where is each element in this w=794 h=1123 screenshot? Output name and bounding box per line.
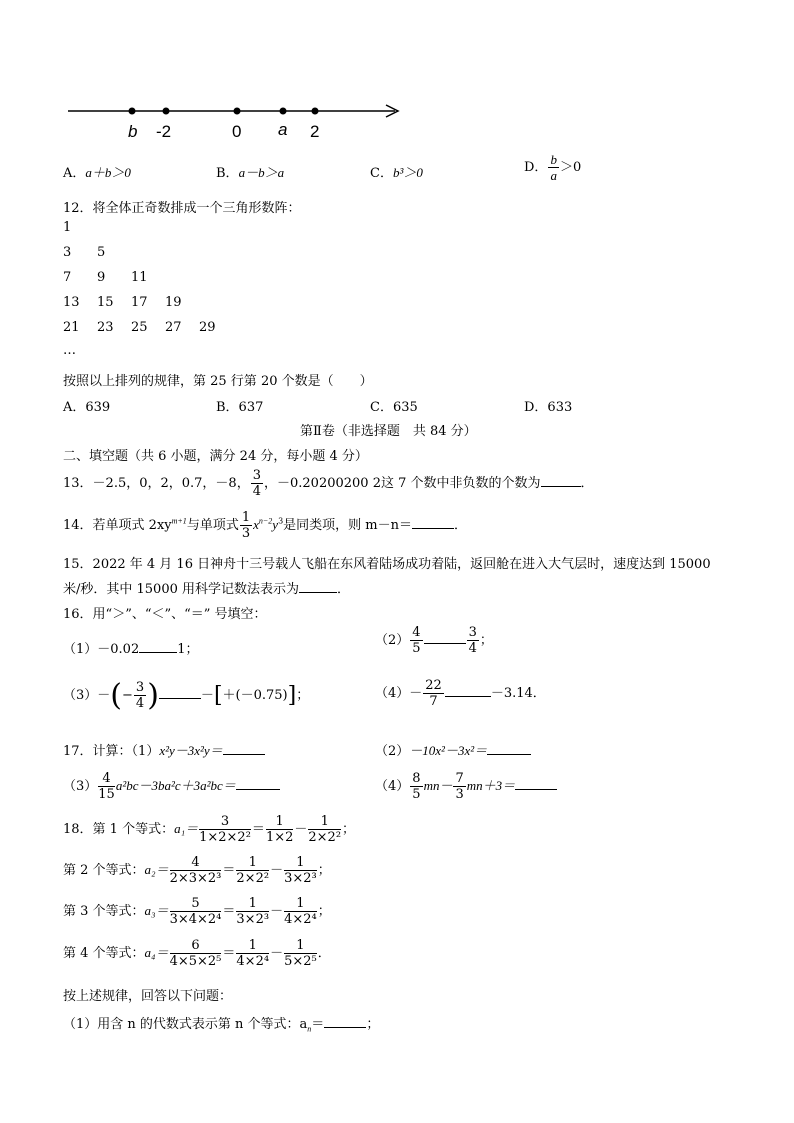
triangle-dots: …: [63, 343, 76, 358]
triangle-row: 1: [63, 220, 72, 235]
answer-blank[interactable]: [223, 742, 265, 755]
q12-question: 按照以上排列的规律，第 25 行第 20 个数是（ ）: [63, 374, 373, 389]
answer-blank[interactable]: [139, 640, 177, 653]
q17-part2: （2）－10x²－3x²＝: [375, 740, 531, 759]
q16-part2: （2） $\frac{4}{5}$ $\frac{3}{4}$ ；: [375, 625, 493, 656]
answer-blank[interactable]: [159, 686, 201, 699]
q11-option-b[interactable]: B．a－b＞a: [216, 165, 285, 181]
answer-blank[interactable]: [424, 631, 466, 644]
q11-option-a[interactable]: A．a＋b＞0: [63, 165, 131, 181]
q12-option-d[interactable]: D．633: [524, 400, 573, 415]
part2-title: 第Ⅱ卷（非选择题 共 84 分）: [300, 424, 477, 439]
answer-blank[interactable]: [541, 474, 581, 487]
answer-blank[interactable]: [324, 1015, 366, 1028]
q18-eq2: 第 2 个等式：a₂＝ $\frac{4}{\text{2×3×2³}}$ ＝ $\frac{1}{\text{2×2²}}$ － $\frac{1}{\text{3×2³}}$ ；: [63, 855, 331, 886]
q15-line1: 15．2022 年 4 月 16 日神舟十三号载人飞船在东风着陆场成功着陆，返回舱在进入大气层时，速度达到 15000: [63, 557, 711, 572]
label-neg2: -2: [156, 122, 172, 141]
q15-line2: 米/秒．其中 15000 用科学记数法表示为 ．: [63, 582, 351, 597]
answer-blank[interactable]: [487, 742, 531, 755]
q12-option-c[interactable]: C．635: [370, 400, 418, 415]
q14: 14．若单项式 $2xy^{m+1}$与单项式 $\frac{1}{3}$ $x^{n-2}y^3$是同类项，则 m－n＝ ．: [63, 510, 468, 541]
q16-stem: 16．用“＞”、“＜”、“＝” 号填空：: [63, 607, 267, 622]
label-b: b: [128, 122, 138, 141]
q18-rule: 按上述规律，回答以下问题：: [63, 989, 233, 1004]
q18-sub1: （1）用含 n 的代数式表示第 n 个等式：$a_n=$ ；: [63, 1017, 380, 1034]
triangle-row: 13 15 17 19: [63, 295, 182, 310]
q18-eq3: 第 3 个等式：a₃＝ $\frac{5}{\text{3×4×2⁴}}$ ＝ $\frac{1}{\text{3×2³}}$ － $\frac{1}{\text{4×2⁴}}$ ；: [63, 896, 331, 927]
q16-part1: （1）－0.02 1；: [63, 642, 199, 657]
q16-part3: （3）－(− $\frac{3}{4}$ ) －[＋(－0.75)]；: [63, 678, 310, 713]
answer-blank[interactable]: [299, 580, 337, 593]
q18-eq4: 第 4 个等式：a₄＝ $\frac{6}{\text{4×5×2⁵}}$ ＝ $\frac{1}{\text{4×2⁴}}$ － $\frac{1}{\text{5×2⁵}}$ ．: [63, 938, 331, 969]
label-a: a: [278, 120, 288, 139]
q11-option-d[interactable]: D． $\frac{b}{a}$ ＞0: [524, 152, 582, 183]
triangle-row: 7 9 11: [63, 270, 148, 285]
q18-eq1: 18．第 1 个等式：a₁＝ $\frac{3}{\text{1×2×2²}}$ ＝ $\frac{1}{1\times 2}$ － $\frac{1}{\text{2×2²}}$ ；: [63, 814, 356, 845]
answer-blank[interactable]: [236, 777, 280, 790]
label-2: 2: [310, 122, 320, 141]
triangle-row: 21 23 25 27 29: [63, 320, 216, 335]
triangle-row: 3 5: [63, 245, 106, 260]
number-line: [60, 95, 410, 143]
answer-blank[interactable]: [445, 684, 491, 697]
answer-blank[interactable]: [515, 777, 557, 790]
q12-option-b[interactable]: B．637: [216, 400, 264, 415]
q16-part4: （4）－ $\frac{22}{7}$ －3.14．: [375, 678, 546, 709]
q12-option-a[interactable]: A．639: [63, 400, 111, 415]
q13: 13．－2.5，0，2，0.7，－8， $\frac{3}{4}$ ，－0.20200200 2这 7 个数中非负数的个数为 ．: [63, 468, 594, 499]
q17-part3: （3） $\frac{4}{15}$ a²bc－3ba²c＋3a²bc＝: [63, 771, 280, 802]
q12-stem: 12．将全体正奇数排成一个三角形数阵：: [63, 201, 301, 216]
answer-blank[interactable]: [412, 516, 454, 529]
q17-part4: （4） $\frac{8}{5}$ mn－ $\frac{7}{3}$ mn＋3＝: [375, 771, 557, 802]
q17-part1: 17．计算：（1）x²y－3x²y＝: [63, 740, 265, 759]
label-0: 0: [232, 122, 242, 141]
section2-heading: 二、填空题（共 6 小题，满分 24 分，每小题 4 分）: [63, 449, 368, 464]
q11-option-c[interactable]: C．b³＞0: [370, 165, 423, 181]
